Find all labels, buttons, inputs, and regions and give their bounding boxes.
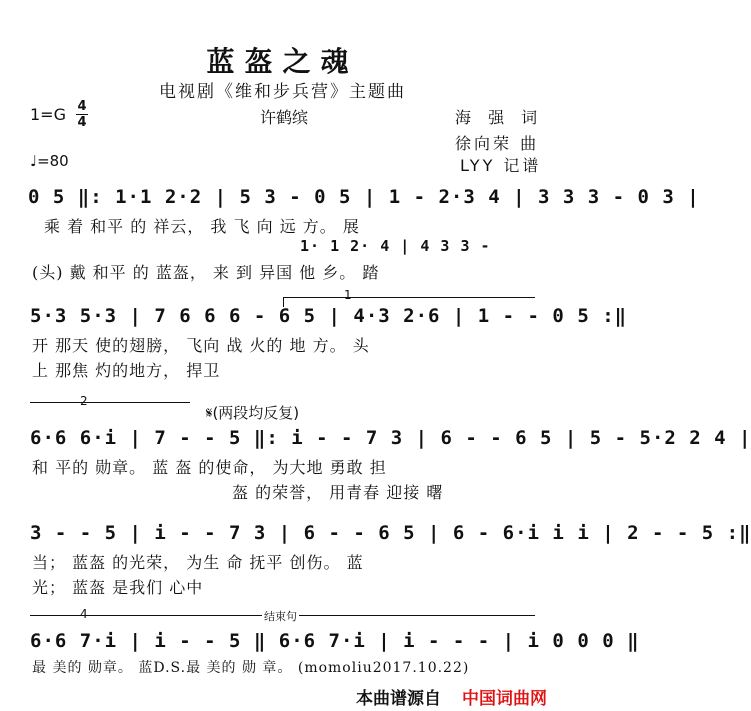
- tempo-mark: ♩=80: [30, 152, 69, 170]
- volta-bracket-1: [283, 297, 535, 298]
- credit-lyricist: 海 强 词: [455, 108, 544, 127]
- time-sig-top: 4: [77, 99, 87, 114]
- lyric-row-3-verse-2: 盔 的荣誉， 用青春 迎接 曙: [232, 483, 444, 502]
- volta-bracket-2: [30, 402, 190, 403]
- lyric-row-4-verse-1: 当； 蓝盔 的光荣， 为生 命 抚平 创伤。 蓝: [32, 553, 364, 572]
- singer-name: 许鹤缤: [260, 108, 309, 127]
- footer-site-logo: 中国词曲网: [462, 689, 547, 709]
- lyric-row-2-verse-1: 开 那天 使的翅膀， 飞向 战 火的 地 方。 头: [32, 336, 370, 355]
- notation-row-1: 0 5 ‖: 1·1 2·2 | 5 3 - 0 5 | 1 - 2·3 4 | 3 3 3 - 0 3 |: [28, 186, 700, 208]
- notation-row-5: 6·6 7·i | i - - 5 ‖ 6·6 7·i | i - - - | i 0 0 0 ‖: [30, 630, 640, 652]
- credit-transcriber: LYY 记谱: [460, 156, 542, 175]
- notation-row-4: 3 - - 5 | i - - 7 3 | 6 - - 6 5 | 6 - 6·i i i | 2 - - 5 :‖: [30, 522, 751, 544]
- lyric-row-4-verse-2: 光； 蓝盔 是我们 心中: [32, 578, 204, 597]
- lyric-row-2-verse-2: 上 那焦 灼的地方， 捍卫: [32, 361, 221, 380]
- lyric-row-5: 最 美的 勋章。 蓝D.S.最 美的 勋 章。 (momoliu2017.10.22): [32, 660, 470, 676]
- lyric-row-1-verse-2: (头) 戴 和平 的 蓝盔， 来 到 异国 他 乡。 踏: [32, 263, 380, 282]
- footer-source-label: 本曲谱源自: [356, 689, 441, 709]
- segno-note: 𝄋(两段均反复): [206, 404, 300, 422]
- page-subtitle: 电视剧《维和步兵营》主题曲: [159, 82, 406, 102]
- lyric-row-1-verse-1: 乘 着 和平 的 祥云， 我 飞 向 远 方。 展: [44, 217, 360, 236]
- lyric-row-3-verse-1: 和 平的 勋章。 蓝 盔 的使命， 为大地 勇敢 担: [32, 458, 387, 477]
- volta-number-4: 4: [80, 607, 88, 621]
- notation-row-1-alt: 1· 1 2· 4 | 4 3 3 -: [300, 237, 491, 255]
- ending-tag: 结束句: [264, 610, 297, 623]
- page-title: 蓝盔之魂: [206, 45, 359, 78]
- notation-row-2: 5·3 5·3 | 7 6 6 6 - 6 5 | 4·3 2·6 | 1 - - 0 5 :‖: [30, 305, 628, 327]
- notation-row-3: 6·6 6·i | 7 - - 5 ‖: i - - 7 3 | 6 - - 6 5 | 5 - 5·2 2 4 |: [30, 427, 751, 449]
- key-signature: 1=G: [30, 105, 66, 124]
- volta-number-1: 1: [344, 288, 352, 302]
- volta-number-2: 2: [80, 394, 88, 408]
- credit-composer: 徐向荣 曲: [455, 134, 540, 153]
- time-signature: [76, 100, 88, 129]
- time-sig-bottom: 4: [77, 115, 87, 130]
